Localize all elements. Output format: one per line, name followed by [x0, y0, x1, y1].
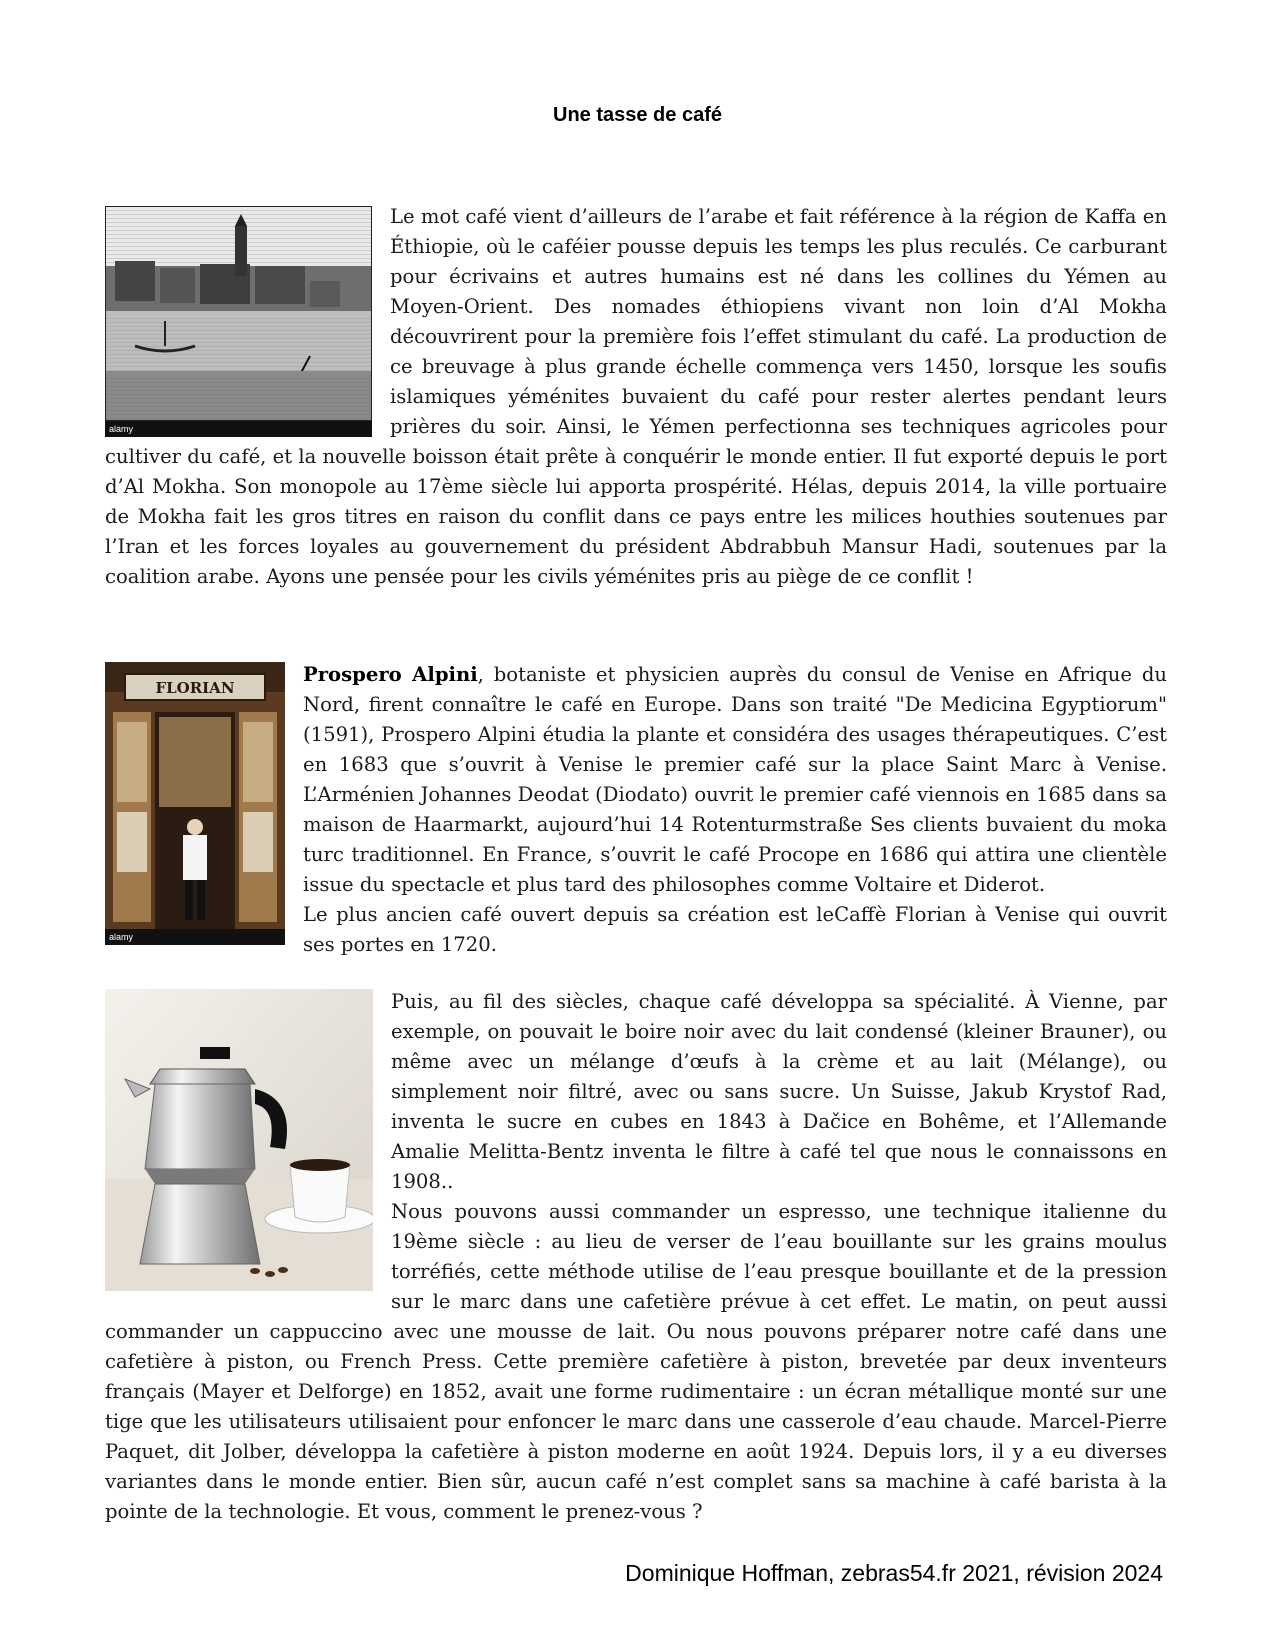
section-alpini-body: , botaniste et physicien auprès du consul de Venise en Afrique du Nord, firent connaître le café en Europe. Dans son traité "De Medicina Egyptiorum" (1591), Prospero Alpini étudia la plante et considéra des usages thérapeutiques. C’est en 1683 que s’ouvrit à Venise le premier café sur la place Saint Marc à Venise. L’Arménien Johannes Deodat (Diodato) ouvrit le premier café viennois en 1685 dans sa maison de Haarmarkt, aujourd’hui 14 Rotenturmstraße Ses clients buvaient du moka turc traditionnel. En France, s’ouvrit le café Procope en 1686 qui attira une clientèle issue du spectacle et plus tard des philosophes comme Voltaire et Diderot. [303, 663, 1167, 896]
section-alpini-text-2: Le plus ancien café ouvert depuis sa création est leCaffè Florian à Venise qui ouvrit ses portes en 1720. [303, 903, 1167, 956]
image-watermark: alamy [105, 929, 285, 945]
section-mokha [105, 202, 1167, 592]
section-alpini [105, 660, 1167, 960]
section-espresso [105, 987, 1167, 1527]
moka-pot-image [105, 989, 373, 1291]
page-footer: Dominique Hoffman, zebras54.fr 2021, révision 2024 [625, 1560, 1163, 1586]
section-espresso-text: Puis, au fil des siècles, chaque café développa sa spécialité. À Vienne, par exemple, on pouvait le boire noir avec du lait condensé (kleiner Brauner), ou même avec un mélange d’œufs à la crème et au lait (Mélange), ou simplement noir filtré, avec ou sans sucre. Un Suisse, Jakub Krystof Rad, inventa le sucre en cubes en 1843 à Dačice en Bohême, et l’Allemande Amalie Melitta-Bentz inventa le filtre à café tel que nous le connaissons en 1908.. [391, 990, 1167, 1193]
image-watermark: alamy [105, 421, 372, 437]
page-title: Une tasse de café [553, 104, 722, 126]
section-espresso-text-2: Nous pouvons aussi commander un espresso, une technique italienne du 19ème siècle : au lieu de verser de l’eau bouillante sur les grains moulus torréfiés, cette méthode utilise de l’eau presque bouillante et de la pression sur le marc dans une cafetière prévue à cet effet. Le matin, on peut aussi commander un cappuccino avec une mousse de lait. Ou nous pouvons préparer notre café dans une cafetière à piston, ou French Press. Cette première cafetière à piston, brevetée par deux inventeurs français (Mayer et Delforge) en 1852, avait une forme rudimentaire : un écran métallique monté sur une tige que les utilisateurs utilisaient pour enfoncer le marc dans une casserole d’eau chaude. Marcel-Pierre Paquet, dit Jolber, développa la cafetière à piston moderne en août 1924. Depuis lors, il y a eu diverses variantes dans le monde entier. Bien sûr, aucun café n’est complet sans sa machine à café barista à la pointe de la technologie. Et vous, comment le prenez-vous ? [105, 1200, 1167, 1523]
moka-pot-illustration [105, 989, 373, 1291]
caffe-florian-image [105, 662, 285, 945]
prospero-alpini-name: Prospero Alpini [303, 663, 478, 686]
mokha-engraving-image [105, 206, 372, 437]
engraving-illustration [105, 206, 372, 421]
section-mokha-text: Le mot café vient d’ailleurs de l’arabe et fait référence à la région de Kaffa en Éthiopie, où le caféier pousse depuis les temps les plus reculés. Ce carburant pour écrivains et autres humains est né dans les collines du Yémen au Moyen-Orient. Des nomades éthiopiens vivant non loin d’Al Mokha découvrirent pour la première fois l’effet stimulant du café. La production de ce breuvage à plus grande échelle commença vers 1450, lorsque les soufis islamiques yéménites buvaient du café pour rester alertes pendant leurs prières du soir. Ainsi, le Yémen perfectionna ses techniques agricoles pour cultiver du café, et la nouvelle boisson était prête à conquérir le monde entier. Il fut exporté depuis le port d’Al Mokha. Son monopole au 17ème siècle lui apporta prospérité. Hélas, depuis 2014, la ville portuaire de Mokha fait les gros titres en raison du conflit dans ce pays entre les milices houthies soutenues par l’Iran et les forces loyales au gouvernement du président Abdrabbuh Mansur Hadi, soutenues par la coalition arabe. Ayons une pensée pour les civils yéménites pris au piège de ce conflit ! [105, 205, 1167, 588]
florian-sign-text: FLORIAN [155, 679, 235, 697]
florian-illustration [105, 662, 285, 945]
